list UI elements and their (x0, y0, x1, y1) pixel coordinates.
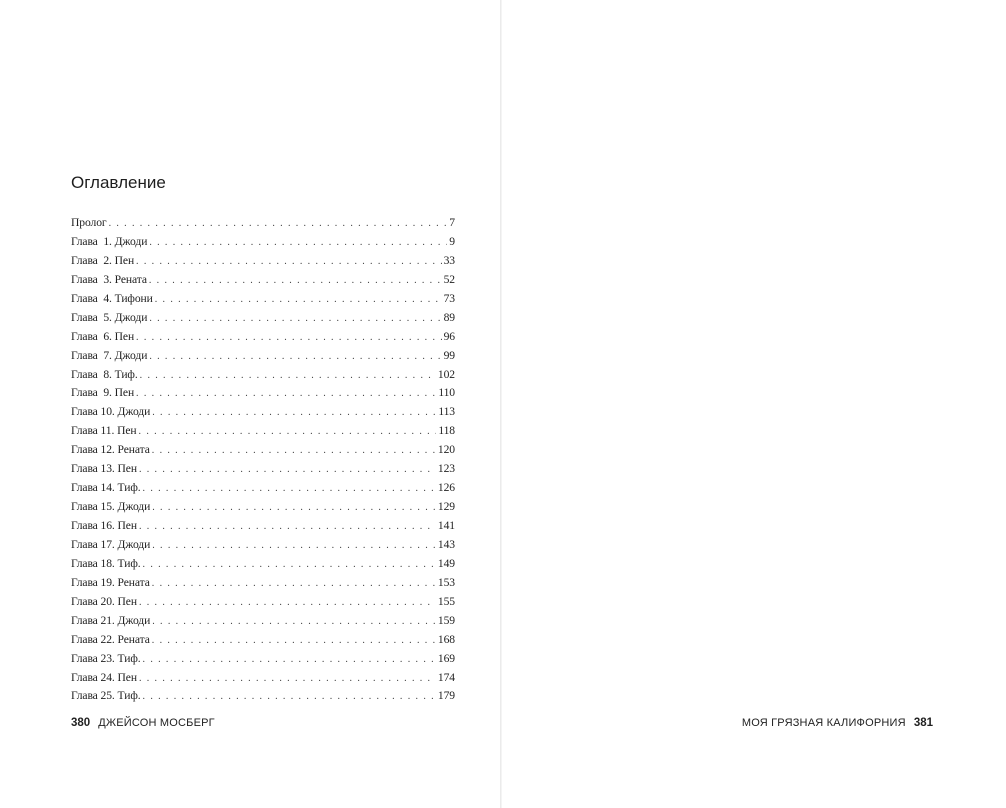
toc-entry-page-number: 7 (449, 216, 455, 229)
toc-entry-page-number: 155 (437, 594, 455, 608)
toc-entry (71, 593, 455, 612)
dot-leader (149, 310, 441, 329)
toc-entry-title: Глава 5. Джоди (71, 310, 148, 324)
toc-entry-title: Глава 17. Джоди (71, 537, 151, 551)
dot-leader (139, 461, 436, 480)
toc-entry (71, 574, 455, 593)
toc-entry-page-number: 179 (437, 689, 455, 703)
dot-leader (139, 518, 436, 537)
toc-entry-page-number: 126 (437, 481, 455, 495)
right-page (502, 0, 1006, 808)
page-footer-right (742, 717, 933, 729)
toc-entry (71, 366, 455, 385)
dot-leader (143, 651, 436, 670)
dot-leader (143, 688, 436, 707)
page-footer-left (71, 717, 215, 729)
dot-leader (139, 670, 436, 689)
toc-entry-title: Глава 18. Тиф. (71, 556, 141, 570)
toc-entry-page-number: 143 (437, 537, 455, 551)
toc-entry (71, 233, 455, 252)
toc-entry (71, 498, 455, 517)
dot-leader (136, 385, 436, 404)
toc-entry-page-number: 52 (443, 272, 455, 286)
toc-entry (71, 669, 455, 688)
dot-leader (149, 234, 447, 253)
toc-entry-title: Глава 2. Пен (71, 253, 135, 267)
toc-entry (71, 403, 455, 422)
page-number: 380 (71, 717, 91, 729)
dot-leader (152, 632, 436, 651)
toc-entry-title: Глава 15. Джоди (71, 500, 151, 514)
toc-entry (71, 441, 455, 460)
toc-entry (71, 517, 455, 536)
toc-entry-title: Глава 24. Пен (71, 670, 137, 684)
toc-entry-title: Глава 8. Тиф. (71, 367, 138, 381)
dot-leader (149, 272, 442, 291)
dot-leader (152, 499, 436, 518)
toc-entry (71, 309, 455, 328)
toc-entry-title: Глава 12. Рената (71, 443, 150, 457)
dot-leader (136, 329, 442, 348)
toc-entry-title: Глава 20. Пен (71, 594, 137, 608)
dot-leader (136, 253, 442, 272)
toc-entry-page-number: 168 (437, 632, 455, 646)
toc-entry-title: Глава 16. Пен (71, 519, 137, 532)
dot-leader (152, 442, 436, 461)
toc-entry-page-number: 118 (438, 424, 455, 438)
toc-entry-page-number: 120 (437, 443, 455, 457)
toc-entry-page-number: 153 (437, 575, 455, 589)
toc-entry-page-number: 129 (437, 500, 455, 514)
toc-entry-title: Глава 21. Джоди (71, 613, 151, 627)
dot-leader (152, 613, 436, 632)
toc-entry-title: Глава 4. Тифони (71, 291, 153, 305)
toc-entry-page-number: 141 (437, 519, 455, 532)
dot-leader (143, 480, 436, 499)
toc-entry (71, 555, 455, 574)
toc-entry-page-number: 96 (443, 329, 455, 343)
toc-entry (71, 290, 455, 309)
dot-leader (143, 556, 436, 575)
dot-leader (109, 215, 448, 234)
toc-entry-title: Глава 11. Пен (71, 424, 137, 438)
toc-entry (71, 328, 455, 347)
toc-entry (71, 479, 455, 498)
toc-entry (71, 687, 455, 706)
toc-entry-page-number: 110 (438, 386, 455, 400)
toc-entry-title: Глава 7. Джоди (71, 348, 148, 362)
toc-entry-page-number: 99 (443, 348, 455, 362)
dot-leader (152, 404, 436, 423)
toc-entry-page-number: 169 (437, 651, 455, 665)
toc-entry (71, 650, 455, 669)
dot-leader (152, 575, 436, 594)
dot-leader (149, 348, 441, 367)
dot-leader (139, 423, 437, 442)
toc-entry (71, 271, 455, 290)
toc-entry (71, 214, 455, 233)
left-page (0, 0, 502, 808)
toc-entry-page-number: 9 (449, 234, 455, 248)
toc-entry-title: Глава 22. Рената (71, 632, 150, 646)
toc-entry-page-number: 123 (437, 462, 455, 476)
toc-entry (71, 612, 455, 631)
toc-entry-title: Глава 1. Джоди (71, 234, 148, 248)
toc-entry-title: Глава 6. Пен (71, 329, 135, 343)
toc-entry (71, 422, 455, 441)
toc-entry (71, 384, 455, 403)
toc-list-left (71, 214, 455, 706)
toc-entry-title: Пролог (71, 216, 107, 229)
toc-entry-title: Глава 3. Рената (71, 272, 147, 286)
toc-entry-page-number: 102 (437, 367, 455, 381)
toc-entry-title: Глава 14. Тиф. (71, 481, 141, 495)
toc-entry-page-number: 174 (437, 670, 455, 684)
running-footer-author: ДЖЕЙСОН МОСБЕРГ (98, 717, 215, 729)
toc-entry-page-number: 113 (438, 405, 455, 419)
dot-leader (140, 367, 436, 386)
toc-entry (71, 536, 455, 555)
toc-entry-page-number: 149 (437, 556, 455, 570)
toc-entry (71, 252, 455, 271)
toc-entry-page-number: 89 (443, 310, 455, 324)
toc-entry-title: Глава 10. Джоди (71, 405, 151, 419)
toc-entry-page-number: 73 (443, 291, 455, 305)
toc-entry (71, 347, 455, 366)
dot-leader (139, 594, 436, 613)
toc-entry-title: Глава 19. Рената (71, 575, 150, 589)
dot-leader (152, 537, 436, 556)
running-footer-title: МОЯ ГРЯЗНАЯ КАЛИФОРНИЯ (741, 717, 906, 729)
page-number: 381 (913, 717, 933, 729)
toc-entry-title: Глава 23. Тиф. (71, 651, 141, 665)
dot-leader (155, 291, 442, 310)
toc-entry (71, 631, 455, 650)
toc-entry-page-number: 159 (437, 613, 455, 627)
toc-entry (71, 460, 455, 479)
toc-entry-page-number: 33 (443, 253, 455, 267)
toc-entry-title: Глава 25. Тиф. (71, 689, 141, 703)
toc-entry-title: Глава 13. Пен (71, 462, 137, 476)
toc-entry-title: Глава 9. Пен (71, 386, 135, 400)
toc-heading: Оглавление (71, 173, 166, 192)
